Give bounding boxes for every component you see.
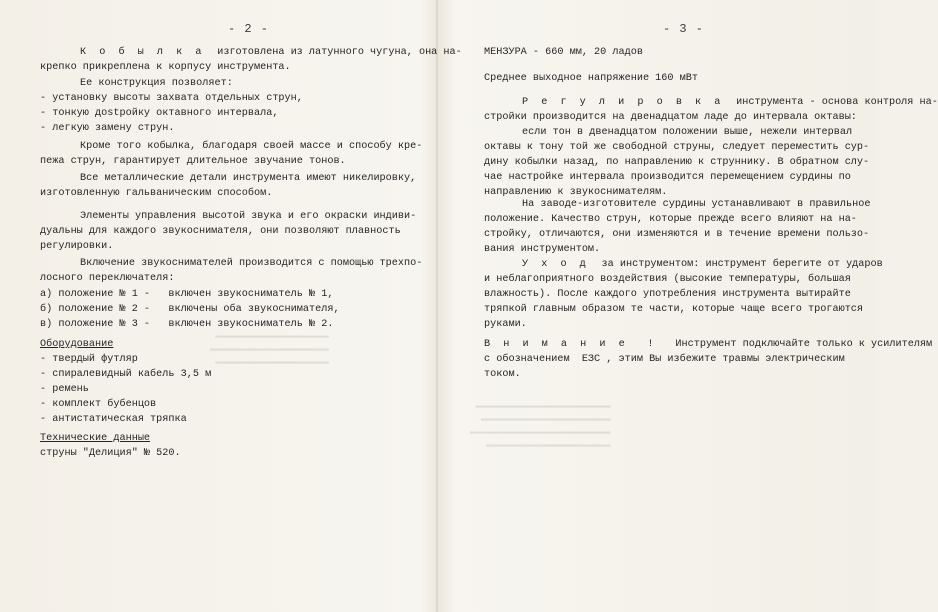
text-line: регулировки. (40, 241, 114, 252)
text-line: если тон в двенадцатом положении выше, нежели интервал (522, 127, 853, 138)
equipment-item: - ремень (40, 384, 89, 395)
adjustment-term: Р е г у л и р о в к а (522, 97, 724, 108)
text-line: и неблагоприятного воздействия (высокие температуры, большая (484, 274, 851, 285)
text-line: положение. Качество струн, которые прежде всего влияют на на- (484, 214, 857, 225)
text-line: крепко прикреплена к корпусу инструмента. (40, 62, 291, 73)
text-line: вания инструментом. (484, 244, 601, 255)
page-fold (436, 0, 438, 612)
text-line: октавы к тону той же свободной струны, следует переместить сур- (484, 142, 870, 153)
scale-length: МЕНЗУРА - 660 мм, 20 ладов (484, 47, 643, 58)
text-line: тряпкой главным образом те части, которые чаще всего трогаются (484, 304, 864, 315)
tech-strings: струны "Делиция" № 520. (40, 448, 181, 459)
equipment-item: - твердый футляр (40, 354, 138, 365)
text-line: влажность). После каждого употребления инструмента вытирайте (484, 289, 851, 300)
switch-position: а) положение № 1 - включен звукосниматель № 1, (40, 289, 334, 300)
page-number: - 2 - (228, 22, 270, 36)
text-line: направлению к звукоснимателям. (484, 187, 668, 198)
bridge-paragraph: К о б ы л к а изготовлена из латунного чугуна, она на- (80, 47, 462, 58)
list-item: - тонкую доstройку октавного интервала, (40, 108, 279, 119)
text-line: стройки производится на двенадцатом ладе до интервала октавы: (484, 112, 857, 123)
list-item: - установку высоты захвата отдельных струн, (40, 93, 303, 104)
show-through-right: ▬▬▬▬▬▬▬▬▬▬▬▬▬▬▬▬▬▬▬▬▬▬▬▬▬ ▬▬▬▬▬▬▬▬▬▬▬▬▬▬▬▬▬▬▬▬▬▬▬▬ ▬▬▬▬▬▬▬▬▬▬▬▬▬▬▬▬▬▬▬▬▬▬▬▬▬▬ ▬▬▬▬▬▬▬▬▬▬▬▬▬▬▬▬▬▬▬▬▬▬▬ (470, 401, 611, 450)
text-line: током. (484, 369, 521, 380)
equipment-item: - комплект бубенцов (40, 399, 157, 410)
text-line: Ее конструкция позволяет: (80, 78, 233, 89)
text-line: Кроме того кобылка, благодаря своей массе и способу кре- (80, 141, 423, 152)
text-line: лосного переключателя: (40, 273, 175, 284)
warning-term: В н и м а н и е ! (484, 339, 658, 350)
text-line: руками. (484, 319, 527, 330)
text-line: Включение звукоснимателей производится с помощью трехпо- (80, 258, 423, 269)
text-line: дуальны для каждого звукоснимателя, они позволяют плавность (40, 226, 401, 237)
list-item: - легкую замену струн. (40, 123, 175, 134)
text-line: На заводе-изготовителе сурдины устанавливают в правильное (522, 199, 871, 210)
text-line: Все металлические детали инструмента имеют никелировку, (80, 173, 417, 184)
text-line: дину кобылки назад, по направлению к струннику. В обратном слу- (484, 157, 870, 168)
text-line: Элементы управления высотой звука и его окраски индиви- (80, 211, 417, 222)
tech-heading: Технические данные (40, 433, 151, 444)
text-line: с обозначением ЕЗС , этим Вы избежите травмы электрическим (484, 354, 845, 365)
page-number: - 3 - (663, 22, 705, 36)
warning-paragraph: В н и м а н и е ! Инструмент подключайте только к усилителям (484, 339, 933, 350)
text-line: чае настройке интервала производится перемещением сурдины по (484, 172, 851, 183)
text-line: изготовленную гальваническим способом. (40, 188, 273, 199)
equipment-item: - антистатическая тряпка (40, 414, 187, 425)
care-term: У х о д (522, 259, 590, 270)
text-line: стройку, отличаются, они изменяются и в течение времени пользо- (484, 229, 870, 240)
adjustment-paragraph: Р е г у л и р о в к а инструмента - основа контроля на- (522, 97, 938, 108)
show-through-left: ▬▬▬▬▬▬▬▬▬▬▬▬▬▬▬▬▬▬▬▬▬ ▬▬▬▬▬▬▬▬▬▬▬▬▬▬▬▬▬▬▬▬▬▬ ▬▬▬▬▬▬▬▬▬▬▬▬▬▬▬▬▬▬▬▬▬ (210, 331, 329, 367)
switch-position: в) положение № 3 - включен звукосниматель № 2. (40, 319, 334, 330)
output-voltage: Среднее выходное напряжение 160 мВт (484, 73, 698, 84)
bridge-term: К о б ы л к а (80, 47, 205, 58)
care-paragraph: У х о д за инструментом: инструмент берегите от ударов (522, 259, 883, 270)
equipment-heading: Оборудование (40, 339, 114, 350)
equipment-item: - спиралевидный кабель 3,5 м (40, 369, 212, 380)
switch-position: б) положение № 2 - включены оба звукоснимателя, (40, 304, 340, 315)
text-line: пежа струн, гарантирует длительное звучание тонов. (40, 156, 346, 167)
